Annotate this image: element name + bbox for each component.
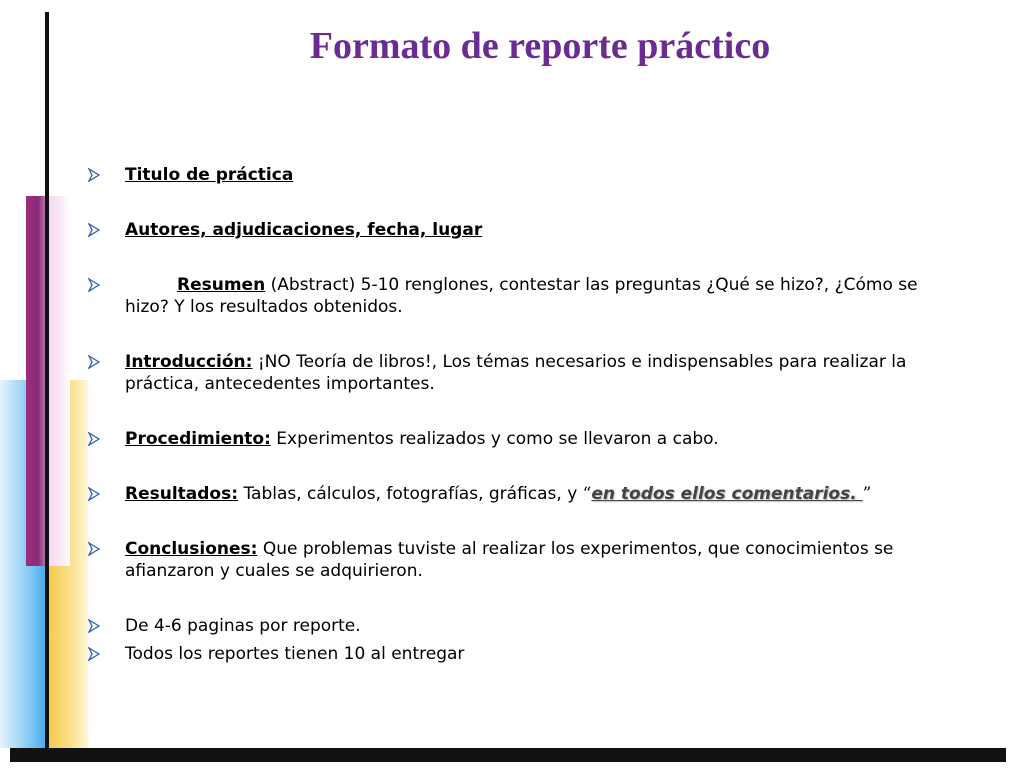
vertical-divider-line: [45, 12, 49, 752]
arrow-bullet-icon: [88, 647, 100, 661]
decorative-pink-stripe: [48, 196, 70, 566]
bullet-label: Introducción:: [125, 352, 253, 372]
highlight-text: en todos ellos comentarios.: [591, 484, 863, 504]
bullet-text: De 4-6 paginas por reporte.: [125, 616, 361, 636]
arrow-bullet-icon: [88, 223, 100, 237]
bullet-item-conclusiones: [88, 538, 943, 582]
bullet-label: Conclusiones:: [125, 539, 258, 559]
bullet-text: Que problemas tuviste al realizar los experimentos, que conocimientos se afianzaron y cuales se adquirieron.: [125, 539, 894, 581]
arrow-bullet-icon: [88, 542, 100, 556]
bullet-label: Autores, adjudicaciones, fecha, lugar: [125, 220, 483, 240]
bullet-text: Experimentos realizados y como se llevaron a cabo.: [270, 429, 719, 449]
bullet-item-resumen: [88, 274, 943, 318]
bullet-text: Todos los reportes tienen 10 al entregar: [125, 644, 465, 664]
arrow-bullet-icon: [88, 355, 100, 369]
slide-title: Formato de reporte práctico: [309, 25, 771, 67]
bullet-item-procedimiento: [88, 428, 943, 450]
bullet-label: Resumen: [177, 275, 266, 295]
bottom-divider-line: [10, 748, 1006, 762]
bullet-text: ¡NO Teoría de libros!, Los témas necesarios e indispensables para realizar la práctica, antecedentes importantes.: [125, 352, 907, 394]
close-quote: ”: [862, 484, 872, 504]
bullet-item-reportes: [88, 643, 943, 665]
arrow-bullet-icon: [88, 487, 100, 501]
bullet-item-autores: [88, 219, 943, 241]
arrow-bullet-icon: [88, 168, 100, 182]
bullet-item-titulo: [88, 164, 943, 186]
bullet-item-resultados: [88, 483, 943, 505]
bullet-text: Tablas, cálculos, fotografías, gráficas, y: [238, 484, 583, 504]
arrow-bullet-icon: [88, 619, 100, 633]
bullet-list: [88, 164, 943, 671]
bullet-item-paginas: [88, 615, 943, 637]
bullet-text: (Abstract) 5-10 renglones, contestar las preguntas ¿Qué se hizo?, ¿Cómo se hizo? Y los resultados obtenidos.: [125, 275, 918, 317]
bullet-item-introduccion: [88, 351, 943, 395]
bullet-label: Procedimiento:: [125, 429, 271, 449]
bullet-label: Titulo de práctica: [125, 165, 294, 185]
bullet-label: Resultados:: [125, 484, 239, 504]
arrow-bullet-icon: [88, 432, 100, 446]
arrow-bullet-icon: [88, 278, 100, 292]
open-quote: “: [582, 484, 592, 504]
